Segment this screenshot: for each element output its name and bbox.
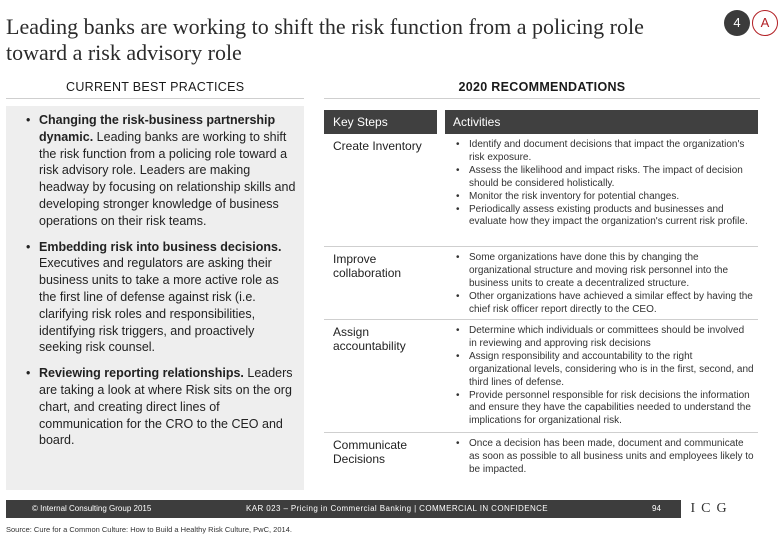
icg-logo: ICG xyxy=(681,500,736,518)
best-practice-text: Leading banks are working to shift the risk function from a policing role toward a risk advisory role. Leaders are making headway by focusing on relationship skills and developing stronger knowledge of business operations on their risk teams. xyxy=(39,129,296,228)
activities-header: Activities xyxy=(437,110,758,134)
source-note: Source: Cure for a Common Culture: How to Build a Healthy Risk Culture, PwC, 2014. xyxy=(6,525,292,534)
activity-item: • Identify and document decisions that impact the organization's risk exposure. xyxy=(455,139,754,165)
best-practice-title: Embedding risk into business decisions. xyxy=(39,239,282,254)
key-step: Improve collaboration xyxy=(333,252,402,280)
key-step: Communicate Decisions xyxy=(333,438,408,466)
best-practice-item xyxy=(26,112,298,230)
activity-item: • Once a decision has been made, document and communicate as soon as possible to all business units and employees likely to be impacted. xyxy=(455,438,754,477)
activity-item: • Periodically assess existing products and businesses and evaluate how they impact the organization's current risk profile. xyxy=(455,204,754,230)
activity-item: • Some organizations have done this by changing the organizational structure and moving risk personnel into the business units to create a decentralized structure. xyxy=(455,252,754,291)
activity-item: • Assess the likelihood and impact risks. The impact of decision should be considered holistically. xyxy=(455,165,754,191)
section-letter-badge: A xyxy=(752,10,778,36)
activities-cell xyxy=(445,247,758,319)
best-practice-title: Changing the risk-business partnership dynamic. xyxy=(39,113,276,144)
table-row xyxy=(324,320,758,433)
best-practice-text: Executives and regulators are asking their business units to take a more active role as the first line of defense against risk (i.e. clarifying risk roles and responsibilities, identifying risk triggers, and proactively seeking risk counsel. xyxy=(39,256,279,355)
activity-item: • Other organizations have achieved a similar effect by having the chief risk officer report directly to the CEO. xyxy=(455,291,754,317)
activities-cell xyxy=(445,134,758,246)
footer-bar xyxy=(6,500,736,518)
activity-item: • Provide personnel responsible for risk decisions the information and ensure they have the capabilities needed to understand the implications for organizational risk. xyxy=(455,390,754,429)
table-header xyxy=(324,110,758,134)
section-number-badge: 4 xyxy=(724,10,750,36)
recommendations-heading: 2020 RECOMMENDATIONS xyxy=(324,80,760,99)
activities-cell xyxy=(445,320,758,432)
footer-copyright: © Internal Consulting Group 2015 xyxy=(32,504,152,513)
table-row xyxy=(324,247,758,320)
best-practices-panel xyxy=(6,106,304,490)
footer-page-number: 94 xyxy=(652,504,661,513)
best-practice-text: Leaders are taking a look at where Risk sits on the org chart, and creating direct lines of communication for the CRO to the CEO and board. xyxy=(39,366,293,448)
key-step: Create Inventory xyxy=(333,139,422,153)
key-steps-header: Key Steps xyxy=(333,115,388,129)
recommendations-table xyxy=(324,110,758,481)
activity-item: • Monitor the risk inventory for potential changes. xyxy=(455,191,754,204)
activity-item: • Determine which individuals or committees should be involved in reviewing and approving risk decisions xyxy=(455,325,754,351)
activities-cell xyxy=(445,433,758,481)
footer-document-label: KAR 023 – Pricing in Commercial Banking | COMMERCIAL IN CONFIDENCE xyxy=(246,504,549,513)
current-best-practices-heading: CURRENT BEST PRACTICES xyxy=(6,80,304,99)
best-practice-item xyxy=(26,239,298,357)
table-row xyxy=(324,134,758,247)
slide-title: Leading banks are working to shift the risk function from a policing role toward a risk advisory role xyxy=(6,14,644,65)
best-practice-item xyxy=(26,365,298,449)
best-practice-title: Reviewing reporting relationships. xyxy=(39,366,244,381)
table-row xyxy=(324,433,758,481)
activity-item: • Assign responsibility and accountability to the right organizational levels, considering who is in the first, second, and third lines of defense. xyxy=(455,351,754,390)
key-step: Assign accountability xyxy=(333,325,406,353)
